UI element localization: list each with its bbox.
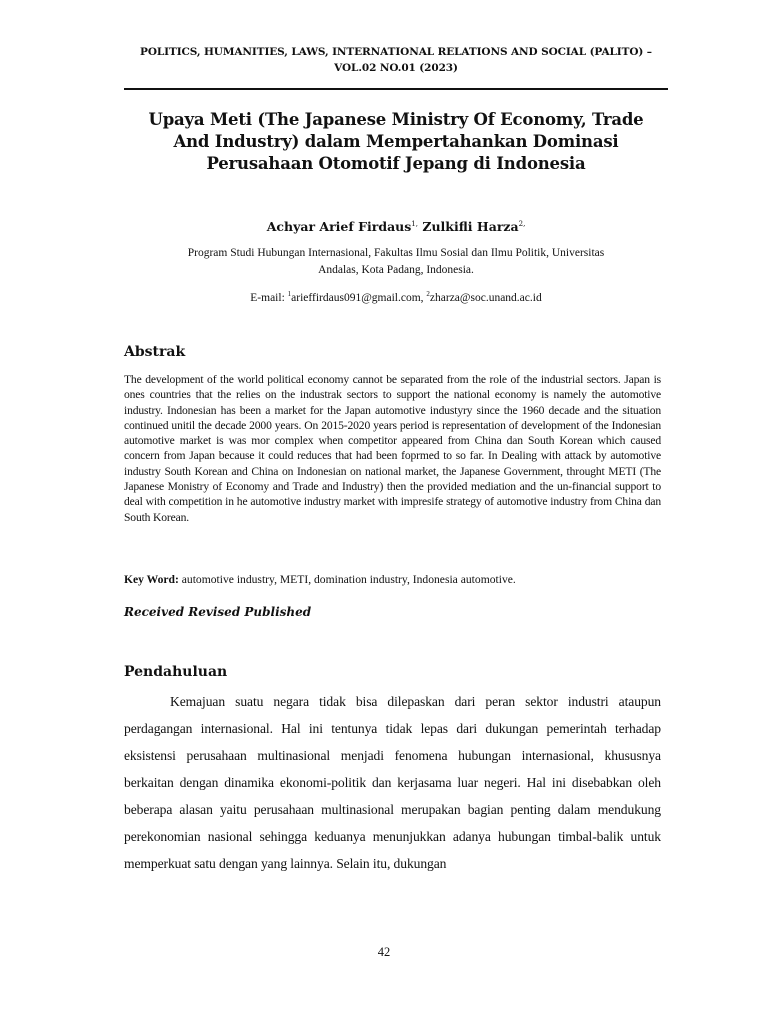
received-revised-published: Received Revised Published	[124, 605, 312, 619]
affiliation-line-2: Andalas, Kota Padang, Indonesia.	[318, 264, 474, 276]
introduction-paragraph	[124, 688, 661, 877]
journal-header-line-1: POLITICS, HUMANITIES, LAWS, INTERNATIONAL RELATIONS AND SOCIAL (PALITO) –	[140, 46, 652, 58]
author-1-affiliation-mark: 1,	[411, 220, 418, 228]
introduction-text: Kemajuan suatu negara tidak bisa dilepaskan dari peran sektor industri ataupun perdagangan internasional. Hal ini tentunya tidak lepas dari dukungan pemerintah terhadap eksistensi perusahaan multinasional menjadi fenomena hubungan internasional, khususnya berkaitan dengan dinamika ekonomi-politik dan kerjasama luar negeri. Hal ini disebabkan oleh beberapa alasan yaitu perusahaan multinasional merupakan bagian penting dalam mendukung perekonomian nasional sehingga keduanya menunjukkan adanya hubungan timbal-balik untuk memperkuat satu dengan yang lainnya. Selain itu, dukungan	[124, 694, 661, 871]
email-label: E-mail:	[250, 291, 285, 304]
author-2: Zulkifli Harza	[422, 219, 519, 235]
abstract-text: The development of the world political economy cannot be separated from the role of the industrial sectors. Japan is ones countries that the relies on the industrak sectors to support the national economy is namely the automotive industry. Indonesian has been a market for the Japan automotive industyry since the 1960 decade and the situation continued unitil the decade 2000 years. On 2015-2020 years period is representation of development of the Indonesian automotive market is was mor complex when competitor appeared from China dan South Korean which caused concern from Japan because it could reduces that had been foprmed to so far. In Dealing with attack by automotive industry South Korean and China on Indonesian on national market, the Japanese Government, throught METI (The Japanese Monistry of Economy and Trade and Industry) then the provided mediation and the un-financial support to deal with competition in he automotive industry market with impresife strategy of automotive industry from China dan South Korean.	[124, 373, 661, 524]
author-emails	[124, 286, 668, 307]
keywords	[124, 572, 668, 588]
header-divider	[124, 88, 668, 90]
affiliation-line-1: Program Studi Hubungan Internasional, Fakultas Ilmu Sosial dan Ilmu Politik, Universitas	[187, 247, 605, 259]
author-1: Achyar Arief Firdaus	[266, 219, 412, 235]
section-heading-introduction: Pendahuluan	[124, 664, 228, 680]
journal-running-header	[124, 44, 668, 76]
author-affiliation	[124, 245, 668, 279]
title-line-2: And Industry) dalam Mempertahankan Dominasi	[173, 132, 619, 151]
journal-header-line-2: VOL.02 NO.01 (2023)	[334, 62, 458, 74]
email-2-mark: 2	[426, 290, 430, 298]
keywords-text: automotive industry, METI, domination industry, Indonesia automotive.	[181, 573, 516, 586]
keywords-label: Key Word:	[124, 573, 179, 586]
title-line-1: Upaya Meti (The Japanese Ministry Of Economy, Trade	[148, 110, 644, 129]
email-1[interactable]: arieffirdaus091@gmail.com,	[291, 291, 424, 304]
email-2[interactable]: zharza@soc.unand.ac.id	[429, 291, 542, 304]
page-number: 42	[377, 945, 391, 959]
title-line-3: Perusahaan Otomotif Jepang di Indonesia	[206, 154, 586, 173]
author-2-affiliation-mark: 2,	[518, 220, 526, 228]
author-list	[124, 215, 668, 236]
abstract-heading: Abstrak	[124, 344, 186, 360]
article-title	[124, 109, 668, 175]
email-1-mark: 1	[287, 290, 292, 298]
